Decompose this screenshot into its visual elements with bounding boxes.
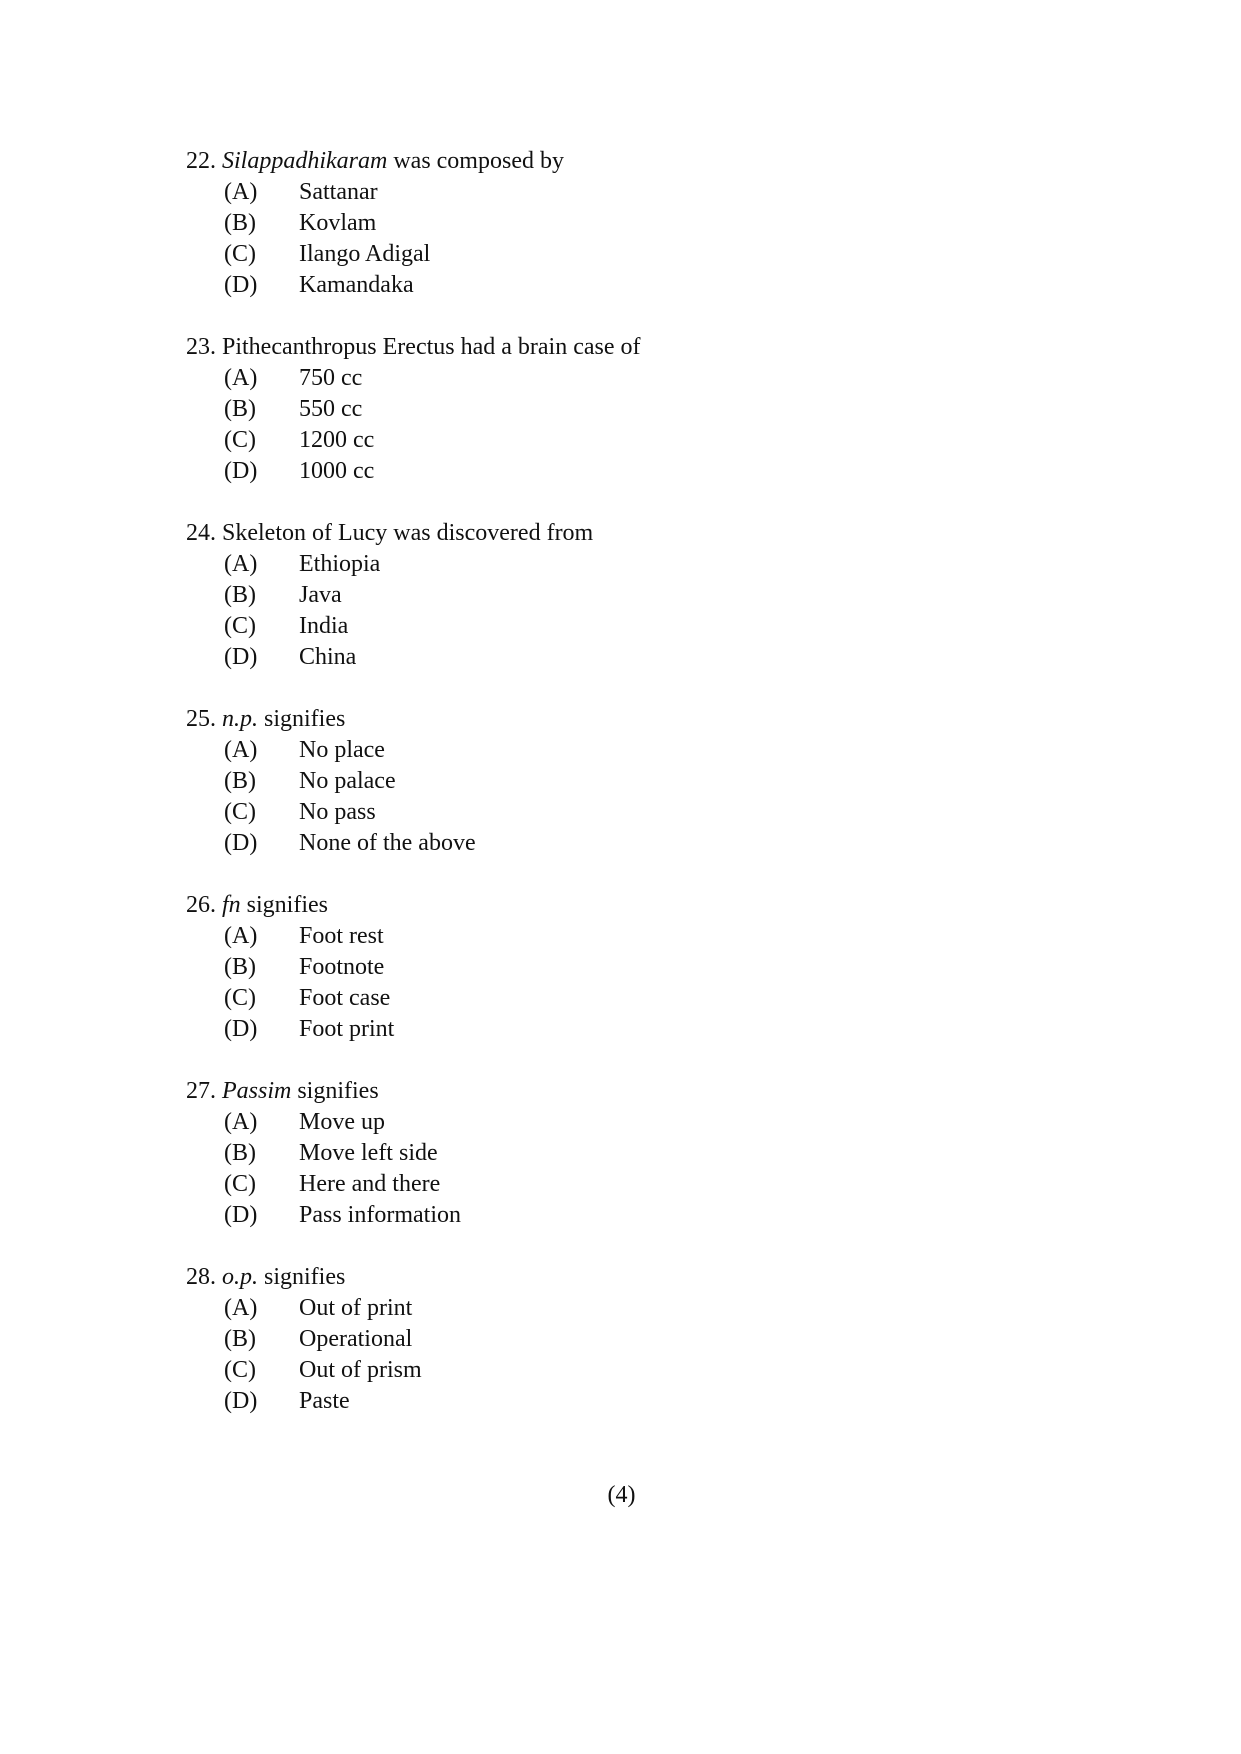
question-23 [186,332,1086,487]
option-item [186,1169,1086,1200]
option-item [186,1386,1086,1417]
question-28 [186,1262,1086,1417]
question-number: 23. [186,334,216,360]
option-list [186,1107,1086,1231]
option-text: No pass [299,799,376,825]
option-text: Kovlam [299,210,377,236]
question-27 [186,1076,1086,1231]
question-term: o.p. [222,1264,258,1290]
option-item [186,766,1086,797]
option-text: Foot print [299,1016,395,1042]
option-text: Footnote [299,954,385,980]
option-letter: (B) [224,1140,256,1166]
question-stem [186,1076,1086,1107]
option-letter: (C) [224,1357,256,1383]
question-number: 22. [186,148,216,174]
option-letter: (A) [224,551,258,577]
option-text: 550 cc [299,396,363,422]
option-letter: (D) [224,830,258,856]
question-text: signifies [240,892,328,918]
option-list [186,1293,1086,1417]
option-list [186,177,1086,301]
question-25 [186,704,1086,859]
option-item [186,1293,1086,1324]
option-item [186,363,1086,394]
question-24 [186,518,1086,673]
option-text: 750 cc [299,365,363,391]
option-letter: (A) [224,1109,258,1135]
option-text: No palace [299,768,396,794]
option-text: Kamandaka [299,272,414,298]
option-item [186,735,1086,766]
option-item [186,580,1086,611]
option-item [186,797,1086,828]
option-letter: (D) [224,272,258,298]
option-text: Foot rest [299,923,384,949]
option-text: No place [299,737,385,763]
option-letter: (C) [224,799,256,825]
question-number: 28. [186,1264,216,1290]
question-26 [186,890,1086,1045]
question-stem [186,704,1086,735]
question-term: n.p. [222,706,258,732]
option-item [186,1138,1086,1169]
option-item [186,952,1086,983]
option-text: None of the above [299,830,476,856]
question-number: 24. [186,520,216,546]
option-item [186,1200,1086,1231]
option-letter: (D) [224,458,258,484]
option-text: 1000 cc [299,458,375,484]
option-item [186,270,1086,301]
option-text: Here and there [299,1171,441,1197]
option-item [186,177,1086,208]
question-text: was composed by [387,148,564,174]
option-item [186,1014,1086,1045]
option-item [186,983,1086,1014]
option-item [186,1324,1086,1355]
option-text: Move up [299,1109,385,1135]
option-letter: (B) [224,210,256,236]
option-text: Java [299,582,342,608]
option-text: Paste [299,1388,350,1414]
option-list [186,549,1086,673]
option-list [186,921,1086,1045]
question-number: 26. [186,892,216,918]
option-letter: (D) [224,1388,258,1414]
option-item [186,921,1086,952]
option-text: Out of print [299,1295,413,1321]
option-item [186,611,1086,642]
option-item [186,425,1086,456]
question-number: 27. [186,1078,216,1104]
option-letter: (C) [224,1171,256,1197]
option-letter: (A) [224,365,258,391]
question-list [186,146,1086,1448]
option-text: Operational [299,1326,413,1352]
question-text: signifies [258,1264,346,1290]
option-letter: (A) [224,737,258,763]
option-item [186,1355,1086,1386]
question-stem [186,890,1086,921]
option-letter: (A) [224,179,258,205]
page-number: (4) [607,1482,636,1508]
option-list [186,735,1086,859]
option-letter: (A) [224,923,258,949]
option-letter: (C) [224,985,256,1011]
option-letter: (C) [224,427,256,453]
question-stem [186,146,1086,177]
option-item [186,828,1086,859]
option-letter: (B) [224,582,256,608]
question-stem [186,518,1086,549]
option-text: Pass information [299,1202,461,1228]
option-text: India [299,613,349,639]
question-term: Passim [222,1078,292,1104]
option-text: Ethiopia [299,551,381,577]
question-stem [186,332,1086,363]
question-text: signifies [258,706,346,732]
option-text: Move left side [299,1140,438,1166]
option-text: Foot case [299,985,391,1011]
option-item [186,394,1086,425]
option-letter: (B) [224,954,256,980]
option-item [186,549,1086,580]
option-list [186,363,1086,487]
option-text: Sattanar [299,179,378,205]
option-letter: (B) [224,1326,256,1352]
option-letter: (B) [224,768,256,794]
option-text: Ilango Adigal [299,241,431,267]
option-item [186,239,1086,270]
option-text: 1200 cc [299,427,375,453]
question-text: Pithecanthropus Erectus had a brain case of [222,334,641,360]
option-letter: (D) [224,1016,258,1042]
option-letter: (D) [224,644,258,670]
option-letter: (C) [224,241,256,267]
question-term: fn [222,892,241,918]
option-text: China [299,644,357,670]
question-number: 25. [186,706,216,732]
option-letter: (C) [224,613,256,639]
option-text: Out of prism [299,1357,422,1383]
question-text: signifies [291,1078,379,1104]
option-letter: (A) [224,1295,258,1321]
option-letter: (D) [224,1202,258,1228]
option-item [186,1107,1086,1138]
option-item [186,208,1086,239]
question-term: Silappadhikaram [222,148,388,174]
question-22 [186,146,1086,301]
option-item [186,456,1086,487]
question-stem [186,1262,1086,1293]
option-letter: (B) [224,396,256,422]
question-text: Skeleton of Lucy was discovered from [222,520,594,546]
option-item [186,642,1086,673]
